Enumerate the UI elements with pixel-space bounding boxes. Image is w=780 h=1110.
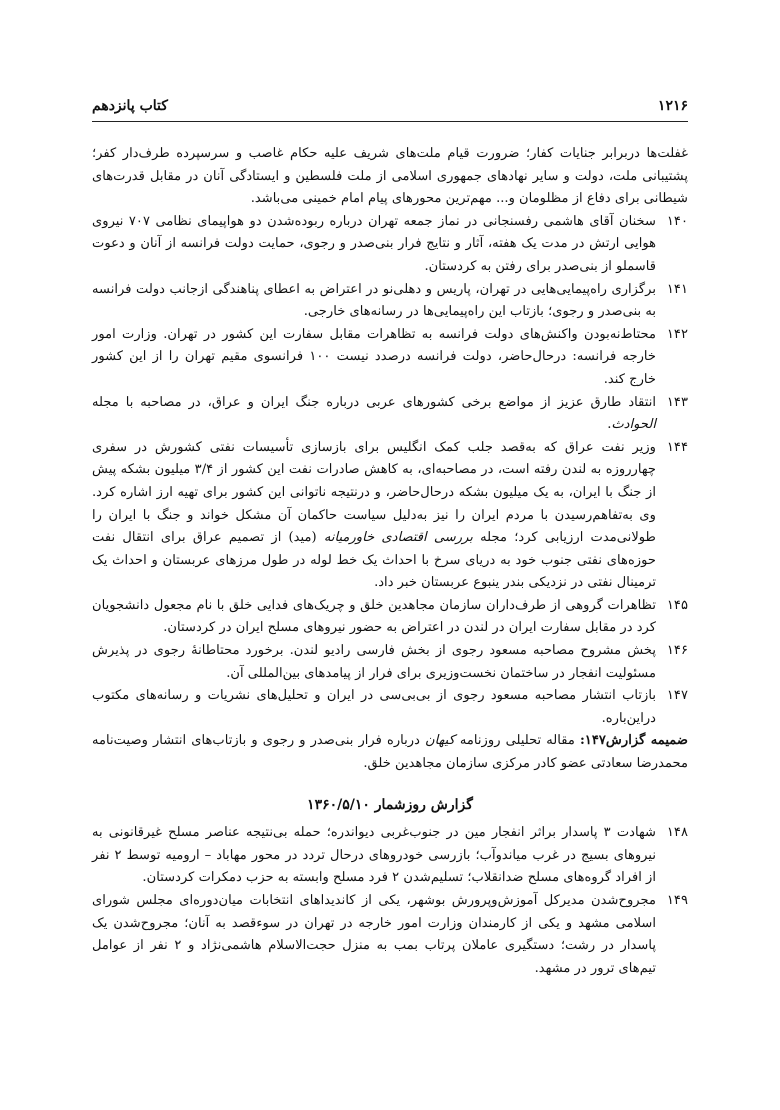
entry-140 (92, 211, 688, 279)
entry-number: ۱۴۵ (666, 597, 688, 613)
page-body (92, 143, 688, 980)
entry-text: مجروح‌شدن مدیرکل آموزش‌وپرورش بوشهر، یکی از کاندیداهای انتخابات میان‌دوره‌ای مجلس شورای اسلامی مشهد و یکی از کارمندان وزارت امور خارجه در تهران در سوءقصد به آنان؛ مجروح‌شدن یک پاسدار در رشت؛ دستگیری عاملان پرتاب بمب به منزل حجت‌الاسلام هاشمی‌نژاد و ۲ نفر از عوامل تیم‌های ترور در مشهد. (92, 893, 656, 976)
entry-142 (92, 324, 688, 392)
entry-number: ۱۴۹ (666, 893, 688, 908)
entry-number: ۱۴۷ (666, 688, 688, 704)
entry-text: پخش مشروح مصاحبه مسعود رجوی از بخش فارسی رادیو لندن. برخورد محتاطانهٔ رجوی در پذیرش مسئولیت انفجار در ساختمان نخست‌وزیری برای فرار از پیامدهای بین‌المللی آن. (92, 643, 656, 681)
entry-145 (92, 595, 688, 640)
entry-number: ۱۴۰ (666, 213, 688, 229)
supplement-text-part: مقاله تحلیلی روزنامه (454, 733, 580, 749)
entry-number: ۱۴۱ (666, 281, 688, 297)
page-number: ۱۲۱۶ (657, 98, 688, 114)
entry-text-part: انتقاد طارق عزیز از مواضع برخی کشورهای عربی درباره جنگ ایران و عراق، در مصاحبه با مجله (92, 394, 656, 410)
entry-number: ۱۴۴ (666, 439, 688, 455)
entry-text (92, 392, 656, 437)
entry-text-part: وزیر نفت عراق که به‌قصد جلب کمک انگلیس برای بازسازی تأسیسات نفتی کشورش در سفری چهارروزه به لندن رفته است، در مصاحبه‌ای، به کاهش صادرات نفت این کشور از ۳/۴ میلیون بشکه پیش از جنگ با ایران، به یک میلیون بشکه درحال‌حاضر، و درنتیجه ناتوانی این کشور برای تهیه ارز اشاره کرد. وی به‌تفاهم‌رسیدن با مردم ایران را نیز به‌دلیل سیاست حاکمان آن مشکل خواند و جنگ با ایران را طولانی‌مدت ارزیابی کرد؛ مجله (92, 439, 656, 546)
entry-text-part: . (607, 417, 612, 433)
magazine-title: بررسی اقتصادی خاورمیانه (323, 530, 473, 546)
entry-text: سخنان آقای هاشمی رفسنجانی در نماز جمعه تهران درباره ربوده‌شدن دو هواپیمای نظامی ۷۰۷ نیروی هوایی ارتش در مدت یک هفته، آثار و نتایج فرار بنی‌صدر و رجوی، حمایت دولت فرانسه از آنان و دعوت قاسملو از بنی‌صدر برای رفتن به کردستان. (92, 213, 656, 274)
entry-text: بازتاب انتشار مصاحبه مسعود رجوی از بی‌بی‌سی در ایران و تحلیل‌های نشریات و رسانه‌های مکتوب دراین‌باره. (92, 688, 656, 726)
magazine-title: الحوادث (611, 417, 656, 433)
entry-text (92, 437, 656, 595)
entry-141 (92, 279, 688, 324)
entry-148 (92, 822, 688, 890)
entry-text: تظاهرات گروهی از طرف‌داران سازمان مجاهدین خلق و چریک‌های فدایی خلق با نام مجعول دانشجویان کرد در مقابل سفارت ایران در لندن در اعتراض به حضور نیروهای مسلح ایران در کردستان. (92, 597, 656, 636)
daily-report-title: گزارش روزشمار ۱۳۶۰/۵/۱۰ (307, 796, 473, 813)
entry-number: ۱۴۶ (666, 643, 688, 659)
entry-text: شهادت ۳ پاسدار براثر انفجار مین در جنوب‌غربی دیواندره؛ حمله بی‌نتیجه عناصر مسلح غیرقانونی به نیروهای بسیج در غرب میاندوآب؛ بازرسی خودروهای درحال تردد در محور مهاباد – ارومیه توسط ۲ نفر از افراد گروه‌های مسلح ضدانقلاب؛ تسلیم‌شدن ۲ فرد مسلح وابسته به حزب دمکرات کردستان. (92, 825, 656, 886)
supplement-paragraph (92, 730, 688, 775)
entry-146 (92, 640, 688, 685)
supplement-label: ضمیمه گزارش۱۴۷: (579, 733, 688, 749)
entry-149 (92, 890, 688, 980)
supplement-text-part: درباره فرار بنی‌صدر و رجوی و بازتاب‌های انتشار وصیت‌نامه محمدرضا سعادتی عضو کادر مرکزی سازمان مجاهدین خلق. (92, 733, 688, 772)
running-head (92, 92, 688, 114)
entry-number: ۱۴۸ (666, 825, 688, 841)
entry-143 (92, 392, 688, 437)
header-rule (92, 121, 688, 122)
entry-number: ۱۴۲ (666, 326, 688, 342)
entry-number: ۱۴۳ (666, 394, 688, 410)
entry-text: محتاط‌نه‌بودن واکنش‌های دولت فرانسه به تظاهرات مقابل سفارت این کشور در تهران. وزارت امور خارجه فرانسه: درحال‌حاضر، دولت فرانسه درصدد نیست ۱۰۰ فرانسوی مقیم تهران را از این کشور خارج کند. (92, 326, 657, 387)
entry-144 (92, 437, 688, 595)
book-title: کتاب پانزدهم (92, 98, 168, 114)
intro-paragraph: غفلت‌ها دربرابر جنایات کفار؛ ضرورت قیام ملت‌های شریف علیه حکام غاصب و سرسپرده طرف‌دار کفر؛ پشتیبانی ملت، دولت و سایر نهادهای جمهوری اسلامی از ملت فلسطین و ایستادگی آنان در مقابل قدرت‌های شیطانی برای دفاع از مظلومان و... مهم‌ترین محورهای پیام امام خمینی می‌باشد. (92, 146, 688, 207)
entry-text-part: (مید) از تصمیم عراق برای انتقال نفت حوزه‌های نفتی جنوب خود به دریای سرخ با احداث یک خط لوله در طول مرزهای عربستان و احداث یک ترمینال نفتی در نزدیکی بندر ینبوع عربستان خبر داد. (92, 530, 656, 591)
entry-147 (92, 685, 688, 730)
entry-text: برگزاری راه‌پیمایی‌هایی در تهران، پاریس و دهلی‌نو در اعتراض به اعطای پناهندگی ازجانب دولت فرانسه به بنی‌صدر و رجوی؛ بازتاب این راه‌پیمایی‌ها در رسانه‌های خارجی. (92, 281, 656, 320)
newspaper-title: کیهان (425, 733, 455, 749)
